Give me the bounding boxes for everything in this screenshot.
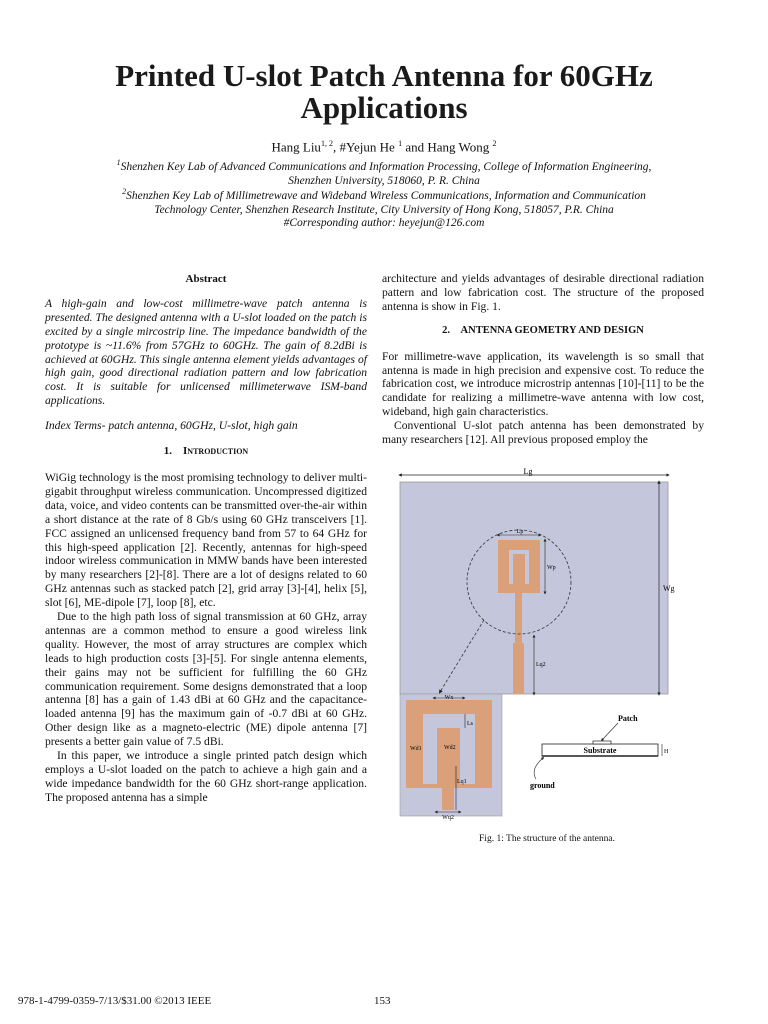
label-lq2: Lq2 (536, 662, 546, 668)
affiliation-2 (40, 185, 728, 217)
label-ground: ground (530, 781, 555, 790)
label-substrate: Substrate (583, 746, 617, 755)
affiliation-2-line-2: Technology Center, Shenzhen Research Institute, City University of Hong Kong, 518057, P.R. China (154, 203, 614, 216)
title-line-1: Printed U-slot Patch Antenna for 60GHz (115, 58, 653, 93)
figure-caption: Fig. 1: The structure of the antenna. (479, 834, 615, 844)
label-h: H (664, 749, 669, 755)
author-1-affil: 1, 2 (320, 139, 333, 148)
feed-line-top (515, 593, 522, 643)
label-lp: Lp (516, 529, 524, 535)
index-terms: Index Terms- patch antenna, 60GHz, U-slot, high gain (45, 419, 298, 433)
antenna-structure-figure (380, 466, 710, 821)
intro-paragraph-2: Due to the high path loss of signal transmission at 60 GHz, array antennas are a common method to ensure a good wireless link quality. However, the most of array structures are complex which leads to high production costs [3]-[5]. For single antenna elements, their gains may not be sufficient for fulfilling the 60 GHz communication requirement. Some designs demonstrated that a loop antenna [8] has a gain of 1.43 dBi at 60 GHz and the capacitance-loaded antenna [9] has the maximum gain of -0.7 dBi at 60 GHz. Other design like as a magneto-electric (ME) dipole antenna [7] presents a better gain value of 7.5 dBi. (45, 610, 367, 749)
abstract-heading: Abstract (185, 273, 227, 285)
footer-isbn: 978-1-4799-0359-7/13/$31.00 ©2013 IEEE (18, 995, 212, 1007)
affiliation-2-line-1: Shenzhen Key Lab of Millimetrewave and Wideband Wireless Communications, Information and Communication (126, 189, 646, 202)
author-2: , #Yejun He (332, 139, 395, 155)
author-2-affil: 1 (398, 139, 403, 148)
label-wp: Wp (547, 565, 556, 571)
geometry-paragraph-1: For millimetre-wave application, its wavelength is so small that antenna is made in high precision and expensive cost. To reduce the fabrication cost, we introduce microstrip antennas [10]-[11] to be the candidate for realizing a millimetre-wave antenna with low cost, wideband, high gain characteristics. (382, 349, 704, 419)
label-wg: Wg (663, 584, 675, 593)
intro-paragraph-3: In this paper, we introduce a single printed patch design which employs a U-slot loaded on the patch to achieve a high gain and a wide impedance bandwidth for the 60 GHz short-range application. The proposed antenna has a simple (45, 749, 367, 804)
author-1: Hang Liu (271, 139, 321, 155)
author-list (0, 139, 768, 155)
affiliation-1-mark: 1 (116, 158, 121, 167)
label-ls: Ls (467, 721, 473, 727)
affiliation-1 (40, 156, 728, 188)
title-line-2: Applications (300, 90, 468, 125)
right-continuation: architecture and yields advantages of desirable directional radiation pattern and low fabrication cost. The structure of the proposed antenna is show in Fig. 1. (382, 272, 704, 313)
corresponding-author: #Corresponding author: heyejun@126.com (283, 217, 485, 229)
section-1-heading: 1. Introduction (163, 445, 249, 458)
abstract-body: A high-gain and low-cost millimetre-wave patch antenna is presented. The designed antenna with a U-slot loaded on the patch is excited by a single mircostrip line. The impedance bandwidth of the prototype is ~11.6% from 57GHz to 60GHz. The gain of 8.2dBi is achieved at 60GHz. This single antenna element yields advantages of high gain, good directional radiation pattern and low fabrication cost. It is suitable for unlicensed millimeterwave ISM-band applications. (45, 296, 367, 408)
section-2-heading: 2. ANTENNA GEOMETRY AND DESIGN (442, 324, 644, 336)
left-column (45, 273, 367, 805)
intro-paragraph-1: WiGig technology is the most promising technology to deliver multi-gigabit throughput wireless communication. Uncompressed digitized data, voice, and video contents can be transmitted over-the-air within a short distance at the rate of 8 Gb/s using 60 GHz transceivers [1]. FCC assigned an unlicensed frequency band from 57 to 64 GHz for this high-speed application [2]. Recently, antennas for high-speed indoor wireless communication in MMW bands have been interested by many researchers [2]-[8]. There are a lot of designs related to 60 GHz antennas such as stacked patch [2], grid array [3]-[4], helix [5], slot [6], ME-dipole [7], loop [8], etc. (45, 470, 367, 610)
label-wd1: Wd1 (410, 746, 422, 752)
affiliation-1-line-1: Shenzhen Key Lab of Advanced Communications and Information Processing, College of Information Engineering, (120, 160, 652, 173)
patch-top-view (498, 540, 540, 593)
label-wd2: Wd2 (444, 745, 456, 751)
feed-line-top-lower (513, 643, 524, 694)
author-3: and Hang Wong (402, 139, 490, 155)
paper-title (60, 60, 708, 124)
label-lg: Lg (523, 467, 533, 476)
affiliation-2-mark: 2 (122, 187, 127, 196)
page-number: 153 (374, 995, 391, 1007)
label-wq2: Wq2 (442, 815, 454, 821)
label-wx: Wx (444, 695, 454, 701)
geometry-paragraph-2: Conventional U-slot patch antenna has been demonstrated by many researchers [12]. All previous proposed employ the (382, 419, 704, 447)
label-lq1: Lq1 (457, 779, 467, 785)
right-column (382, 272, 704, 447)
label-patch: Patch (618, 714, 638, 723)
feed-line-zoomed (442, 728, 454, 810)
affiliation-1-line-2: Shenzhen University, 518060, P. R. China (288, 174, 480, 187)
author-3-affil: 2 (492, 139, 497, 148)
patch-side-view (593, 741, 611, 744)
